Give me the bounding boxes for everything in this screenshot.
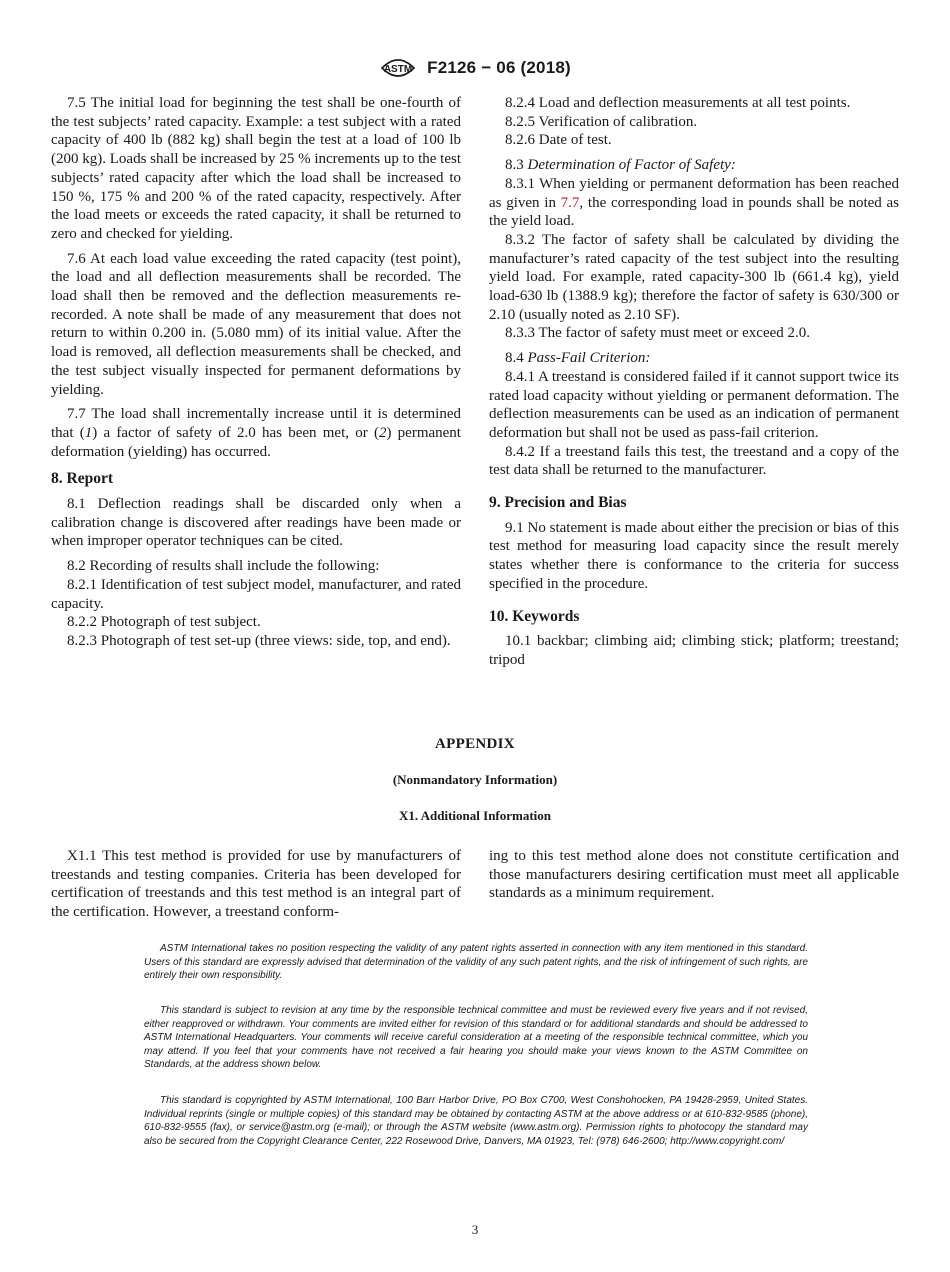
- appendix-subtitle: (Nonmandatory Information): [392, 772, 558, 787]
- section-heading-precision: 9. Precision and Bias: [489, 494, 627, 512]
- paragraph-8-2-5: 8.2.5 Verification of calibration.: [505, 113, 698, 130]
- paragraph-8-2-3: 8.2.3 Photograph of test set-up (three views: side, top, and end).: [67, 632, 451, 649]
- paragraph-7-5: 7.5 The initial load for beginning the test shall be one-fourth of the test subjects’ rated capacity. Example: a test subject with a rated capacity of 400 lb (882 kg) shall begin the test at a load of 100 lb (200 kg). Loads shall be increased by 25 % increments up to the test subjects’ rated capacity after which the load shall be increased to 150 %, 175 % and 200 % of the rated capacity, respectively. After the load meets or exceeds the rated capacity, it shall be returned to zero and checked for yielding.: [51, 95, 461, 242]
- paragraph-8-4-1: 8.4.1 A treestand is considered failed if it cannot support twice its rated load capacity without yielding or permanent deformation. The deflection measurements can be used as an indication of permanent deformation but shall not be used as pass-fail criterion.: [489, 368, 899, 441]
- paragraph-8-4: 8.4 Pass-Fail Criterion:: [505, 350, 651, 367]
- paragraph-8-1: 8.1 Deflection readings shall be discarded only when a calibration change is discovered after readings have been made or when improper operator techniques can be cited.: [51, 496, 461, 550]
- section-heading-report: 8. Report: [51, 470, 113, 488]
- document-designation: F2126 − 06 (2018): [427, 58, 571, 77]
- paragraph-8-4-2: 8.4.2 If a treestand fails this test, the treestand and a copy of the test data shall be returned to the manufacturer.: [489, 443, 899, 479]
- paragraph-8-2-2: 8.2.2 Photograph of test subject.: [67, 614, 261, 631]
- paragraph-x1-1: X1.1 This test method is provided for use by manufacturers of treestands and testing companies. Criteria has been developed for certification of treestands and this test method is an integral part of the certification. However, a treestand conform-: [51, 848, 461, 921]
- right-column: [489, 94, 899, 670]
- appendix-left-column: [51, 847, 461, 922]
- paragraph-8-2-4: 8.2.4 Load and deflection measurements at all test points.: [505, 95, 851, 111]
- paragraph-9-1: 9.1 No statement is made about either the precision or bias of this test method for measuring load capacity since the result merely states whether there is conformance to the criteria for success specified in the procedure.: [489, 519, 899, 592]
- revision-notice: This standard is subject to revision at any time by the responsible technical committee and must be reviewed every five years and if not revised, either reapproved or withdrawn. Your comments are invited either for revision of this standard or for additional standards and should be addressed to ASTM International Headquarters. Your comments will receive careful consideration at a meeting of the responsible technical committee, which you may attend. If you feel that your comments have not received a fair hearing you should make your views known to the ASTM Committee on Standards, at the address shown below.: [144, 1005, 808, 1071]
- section-7-7-link[interactable]: 7.7: [560, 194, 580, 211]
- paragraph-8-3: 8.3 Determination of Factor of Safety:: [505, 157, 736, 174]
- paragraph-8-2: 8.2 Recording of results shall include the following:: [67, 558, 380, 575]
- paragraph-8-3-2: 8.3.2 The factor of safety shall be calculated by dividing the manufacturer’s rated capacity of the test subject into the resulting yield load. For example, rated capacity-300 lb (661.4 kg), yield load-630 lb (1388.9 kg); therefore the factor of safety is 630/300 or 2.10 (usually noted as 2.10 SF).: [489, 231, 899, 323]
- copyright-notice: This standard is copyrighted by ASTM International, 100 Barr Harbor Drive, PO Box C700, West Conshohocken, PA 19428-2959, United States. Individual reprints (single or multiple copies) of this standard may be obtained by contacting ASTM at the above address or at 610-832-9585 (phone), 610-832-9555 (fax), or service@astm.org (e-mail); or through the ASTM website (www.astm.org). Permission rights to photocopy the standard may also be secured from the Copyright Clearance Center, 222 Rosewood Drive, Danvers, MA 01923, Tel: (978) 646-2600; http://www.copyright.com/: [144, 1095, 808, 1147]
- paragraph-7-6: 7.6 At each load value exceeding the rated capacity (test point), the load and all deflection measurements shall be recorded. The load shall then be removed and the deflection measurements re-recorded. A note shall be made of any measurement that does not return to within 0.200 in. (5.080 mm) of its initial value. After the load is removed, all deflection measurements shall be checked, and the test subject visually inspected for permanent deformations by yielding.: [51, 250, 461, 398]
- page-number: 3: [471, 1222, 479, 1237]
- paragraph-8-2-6: 8.2.6 Date of test.: [505, 132, 612, 149]
- left-column: [51, 94, 461, 651]
- paragraph-7-7: 7.7 The load shall incrementally increase until it is determined that (1) a factor of safety of 2.0 has been met, or (2) permanent deformation (yielding) has occurred.: [51, 406, 461, 460]
- patent-notice: ASTM International takes no position respecting the validity of any patent rights asserted in connection with any item mentioned in this standard. Users of this standard are expressly advised that determination of the validity of any such patent rights, and the risk of infringement of such rights, are entirely their own responsibility.: [144, 943, 808, 982]
- section-heading-keywords: 10. Keywords: [489, 607, 580, 625]
- astm-logo-icon: [379, 54, 417, 82]
- appendix-title: APPENDIX: [435, 736, 515, 752]
- paragraph-10-1: 10.1 backbar; climbing aid; climbing stick; platform; treestand; tripod: [489, 633, 899, 668]
- appendix-right-column: [489, 847, 899, 903]
- svg-text:ASTM: ASTM: [383, 64, 413, 75]
- paragraph-8-2-1: 8.2.1 Identification of test subject model, manufacturer, and rated capacity.: [51, 576, 461, 612]
- page-header: [0, 54, 950, 82]
- paragraph-8-3-3: 8.3.3 The factor of safety must meet or exceed 2.0.: [505, 325, 811, 342]
- appendix-x1-title: X1. Additional Information: [398, 808, 552, 823]
- paragraph-8-3-1: 8.3.1 When yielding or permanent deformation has been reached as given in 7.7, the corresponding load in pounds shall be noted as the yield load.: [489, 175, 899, 230]
- paragraph-x1-1-continued: ing to this test method alone does not constitute certification and those manufacturers desiring certification must meet all applicable standards as a minimum requirement.: [489, 848, 899, 902]
